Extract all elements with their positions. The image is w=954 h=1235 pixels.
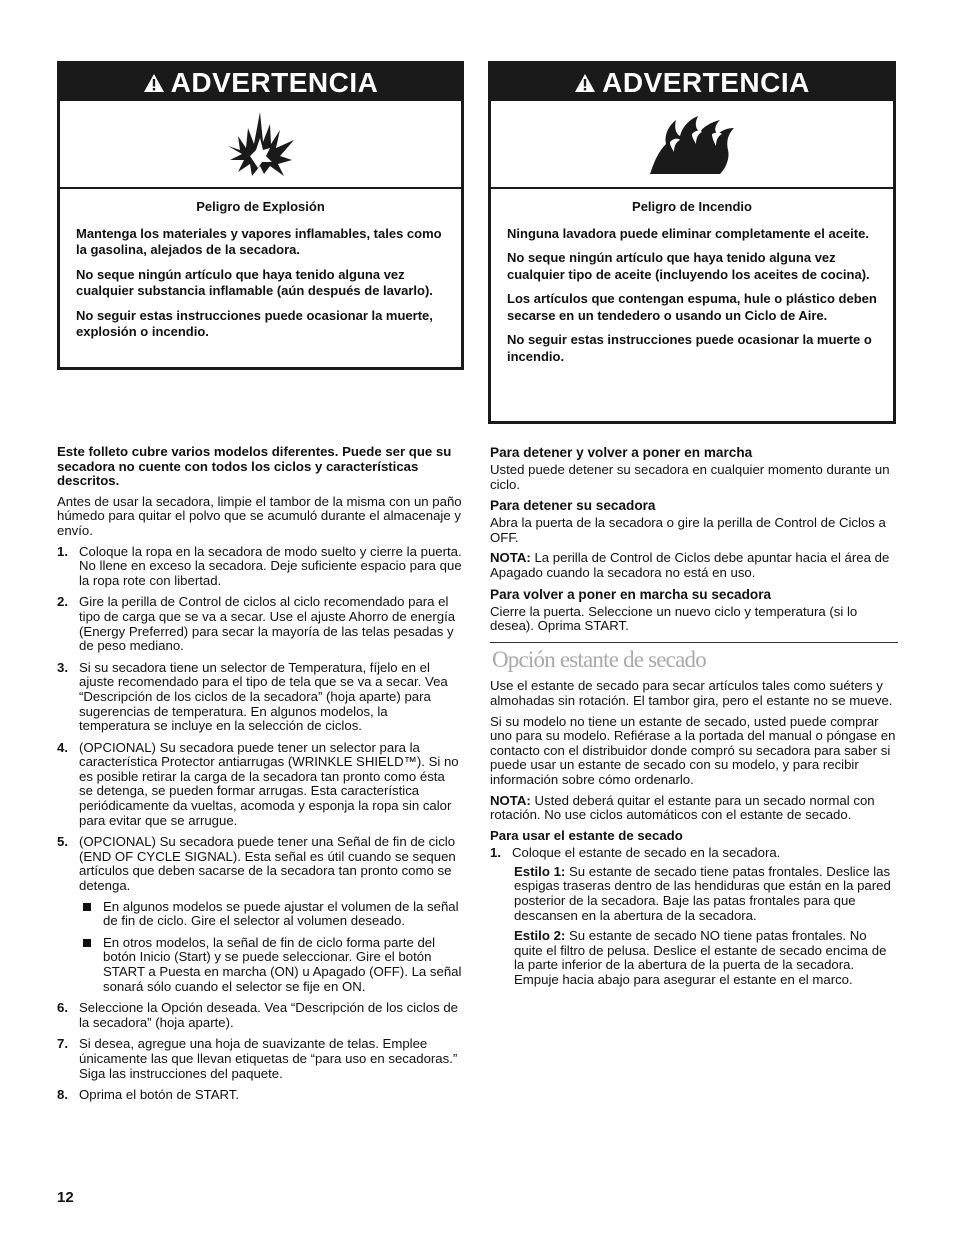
warning-paragraph: No seque ningún artículo que haya tenido alguna vez cualquier tipo de aceite (incluyendo los aceites de cocina). — [507, 250, 870, 282]
style-text: Su estante de secado tiene patas frontales. Deslice las espigas traseras dentro de las hendiduras que están en la pared posterior de la secadora. Baje las patas frontales para que descansen en la abertura de la secadora. — [514, 863, 891, 923]
warning-paragraph: No seque ningún artículo que haya tenido alguna vez cualquier substancia inflamable (aún después de lavarlo). — [76, 266, 433, 298]
signal-bullets — [79, 900, 462, 995]
step-text: Si desea, agregue una hoja de suavizante de telas. Emplee únicamente las que llevan etiquetas de “para uso en secadoras.” Siga las instrucciones del paquete. — [79, 1036, 458, 1081]
step-number: 2. — [57, 594, 68, 610]
heading-restart: Para volver a poner en marcha su secadora — [490, 586, 772, 602]
step-number: 6. — [57, 1000, 68, 1016]
list-item — [57, 661, 462, 734]
step-number: 1. — [490, 845, 501, 861]
left-column — [57, 445, 462, 1110]
note-paragraph — [490, 794, 898, 823]
warning-paragraph: No seguir estas instrucciones puede ocasionar la muerte o incendio. — [507, 332, 872, 364]
warning-paragraph: Los artículos que contengan espuma, hule o plástico deben secarse en un tendedero o usando un Ciclo de Aire. — [507, 291, 877, 323]
list-item — [57, 741, 462, 829]
rack-steps — [490, 846, 898, 861]
list-item — [57, 1037, 462, 1081]
steps-list — [57, 545, 462, 1103]
explosion-pictogram — [60, 101, 461, 189]
note-paragraph — [490, 551, 898, 580]
warning-header — [60, 64, 461, 101]
step-text: Coloque el estante de secado en la secadora. — [512, 845, 781, 861]
bullet-item — [79, 936, 462, 994]
warning-body — [491, 189, 893, 365]
style-text: Su estante de secado NO tiene patas frontales. No quite el filtro de pelusa. Deslice el estante de secado encima de la parte inferior de la abertura de la puerta de la secadora. Empuje hacia abajo para asegurar el estante en el marco. — [514, 928, 887, 988]
warning-paragraph: Mantenga los materiales y vapores inflamables, tales como la gasolina, alejados de la secadora. — [76, 225, 442, 257]
warning-triangle-icon — [143, 73, 165, 93]
step-text: Si su secadora tiene un selector de Temperatura, fíjelo en el ajuste recomendado para el tipo de tela que se va a secar. Vea “Descripción de los ciclos de la secadora” (hoja aparte) para sugerencias de temperatura. En algunos modelos, la temperatura se incluye en la selección de ciclos. — [79, 659, 448, 734]
note-label: NOTA: — [490, 550, 531, 566]
page-number: 12 — [57, 1189, 74, 1206]
bullet-item — [79, 900, 462, 929]
fire-warning-box — [488, 61, 896, 424]
paragraph: Si su modelo no tiene un estante de secado, usted puede comprar uno para su modelo. Refiérase a la portada del manual o póngase en contacto con el distribuidor donde compró su secadora para saber si puede usar un estante de secado con su modelo, y para recibir información sobre cómo ordenarlo. — [490, 713, 896, 787]
explosion-warning-box — [57, 61, 464, 370]
step-number: 7. — [57, 1036, 68, 1052]
intro-paragraph: Antes de usar la secadora, limpie el tambor de la misma con un paño húmedo para quitar el polvo que se acumuló durante el almacenaje y envío. — [57, 493, 462, 538]
warning-triangle-icon — [574, 73, 596, 93]
warning-title: Peligro de Explosión — [196, 199, 325, 214]
style-label: Estilo 1: — [514, 863, 566, 879]
step-number: 3. — [57, 659, 68, 675]
paragraph: Cierre la puerta. Seleccione un nuevo ciclo y temperatura (si lo desea). Oprima START. — [490, 603, 858, 634]
fire-pictogram — [491, 101, 893, 189]
warning-paragraph: No seguir estas instrucciones puede ocasionar la muerte, explosión o incendio. — [76, 307, 433, 339]
explosion-icon — [226, 110, 296, 178]
list-item — [57, 1001, 462, 1030]
step-text: Oprima el botón de START. — [79, 1087, 240, 1103]
section-divider — [490, 642, 898, 643]
warning-header-label: ADVERTENCIA — [602, 66, 810, 98]
heading-use-rack: Para usar el estante de secado — [490, 827, 683, 843]
step-text: (OPCIONAL) Su secadora puede tener un selector para la característica Protector antiarrugas (WRINKLE SHIELD™). Si no es posible retirar la carga de la secadora tan pronto como ésta se detenga, se pueden formar arrugas. Esta característica periódicamente da vueltas, acomoda y esponja la ropa sin calor para evitar que se arrugue. — [79, 739, 459, 828]
step-number: 4. — [57, 739, 68, 755]
note-text: La perilla de Control de Ciclos debe apuntar hacia el área de Apagado cuando la secadora no está en uso. — [490, 550, 890, 580]
square-bullet-icon — [83, 903, 91, 911]
paragraph: Abra la puerta de la secadora o gire la perilla de Control de Ciclos a OFF. — [490, 515, 886, 545]
list-item — [490, 846, 898, 861]
style-label: Estilo 2: — [514, 928, 566, 944]
list-item — [57, 835, 462, 994]
intro-bold: Este folleto cubre varios modelos diferentes. Puede ser que su secadora no cuente con todos los ciclos y características descritos. — [57, 444, 452, 489]
style-1-paragraph — [490, 865, 898, 923]
step-text: Seleccione la Opción deseada. Vea “Descripción de los ciclos de la secadora” (hoja aparte). — [79, 1000, 458, 1030]
warning-title: Peligro de Incendio — [632, 199, 752, 214]
list-item — [57, 545, 462, 589]
bullet-text: En otros modelos, la señal de fin de ciclo forma parte del botón Inicio (Start) y se puede seleccionar. Gire el botón START a Puesta en marcha (ON) u Apagado (OFF). La señal sonará sólo cuando el selector se fije en ON. — [103, 934, 462, 994]
step-text: Gire la perilla de Control de ciclos al ciclo recomendado para el tipo de carga que se va a secar. Use el ajuste Ahorro de energía (Energy Preferred) para secar la mayoría de las telas pesadas y de peso mediano. — [79, 594, 456, 654]
paragraph: Usted puede detener su secadora en cualquier momento durante un ciclo. — [490, 462, 890, 492]
warning-paragraph: Ninguna lavadora puede eliminar completamente el aceite. — [507, 225, 869, 241]
note-label: NOTA: — [490, 792, 531, 808]
step-number: 5. — [57, 834, 68, 850]
paragraph: Use el estante de secado para secar artículos tales como suéters y almohadas sin rotación. El tambor gira, pero el estante no se mueve. — [490, 678, 893, 708]
warning-header — [491, 64, 893, 101]
section-title: Opción estante de secado — [492, 646, 706, 672]
right-column — [490, 445, 898, 994]
warning-header-label: ADVERTENCIA — [170, 66, 379, 98]
heading-stop: Para detener su secadora — [490, 498, 656, 514]
step-text: (OPCIONAL) Su secadora puede tener una Señal de fin de ciclo (END OF CYCLE SIGNAL). Esta señal es útil cuando se sequen artículos que deben sacarse de la secadora tan pronto como se detenga. — [79, 834, 456, 894]
bullet-text: En algunos modelos se puede ajustar el volumen de la señal de fin de ciclo. Gire el selector al volumen deseado. — [103, 898, 459, 929]
warning-body — [60, 189, 461, 341]
list-item — [57, 1088, 462, 1103]
step-number: 8. — [57, 1087, 68, 1103]
square-bullet-icon — [83, 939, 91, 947]
style-2-paragraph — [490, 929, 898, 987]
list-item — [57, 595, 462, 653]
heading-stop-restart: Para detener y volver a poner en marcha — [490, 445, 753, 460]
step-text: Coloque la ropa en la secadora de modo suelto y cierre la puerta. No llene en exceso la secadora. Deje suficiente espacio para que la ropa rote con libertad. — [79, 543, 462, 588]
fire-icon — [648, 112, 736, 176]
step-number: 1. — [57, 543, 68, 559]
note-text: Usted deberá quitar el estante para un secado normal con rotación. No use ciclos automáticos con el estante de secado. — [490, 792, 875, 823]
